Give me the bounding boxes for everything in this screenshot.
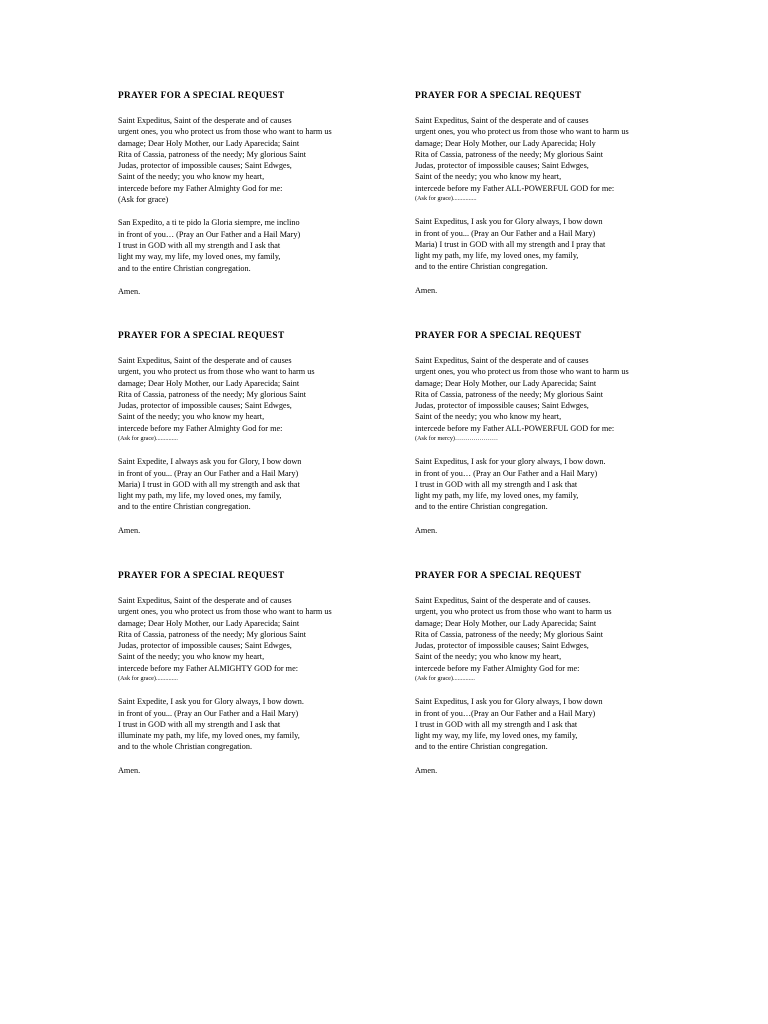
prayer-line: light my path, my life, my loved ones, my family, (415, 251, 579, 261)
prayer-paragraph-invocation (415, 355, 677, 434)
prayer-line: Judas, protector of impossible causes; Saint Edwges, (118, 401, 292, 411)
prayer-line: Judas, protector of impossible causes; Saint Edwges, (415, 401, 589, 411)
ask-line: (Ask for grace).............. (415, 676, 475, 683)
prayer-line: Judas, protector of impossible causes; Saint Edwges, (118, 641, 292, 651)
prayer-block-bottom-left (118, 570, 380, 776)
prayer-line: Maria) I trust in GOD with all my strength and ask that (118, 479, 300, 489)
prayer-line: Saint Expedite, I ask you for Glory always, I bow down. (118, 697, 304, 707)
prayer-line: intercede before my Father Almighty God for me: (415, 663, 580, 673)
prayer-line: Saint of the needy; you who know my heart, (118, 172, 265, 182)
ask-line: (Ask for mercy)………………… (415, 436, 499, 443)
prayer-block-middle-left (118, 330, 380, 536)
prayer-line: Saint of the needy; you who know my heart, (415, 652, 562, 662)
prayer-line: in front of you… (Pray an Our Father and a Hail Mary) (118, 229, 301, 239)
prayer-paragraph-invocation (118, 595, 380, 674)
prayer-line: Rita of Cassia, patroness of the needy; My glorious Saint (118, 149, 307, 159)
prayer-line: Rita of Cassia, patroness of the needy; My glorious Saint (118, 389, 307, 399)
prayer-grid (118, 90, 678, 810)
prayer-block-top-left (118, 90, 380, 297)
prayer-row (118, 570, 678, 810)
prayer-line: Saint Expeditus, Saint of the desperate and of causes (415, 356, 589, 365)
prayer-line: and to the entire Christian congregation. (415, 502, 548, 512)
prayer-line: I trust in GOD with all my strength and I ask that (415, 719, 578, 729)
prayer-line: and to the whole Christian congregation. (118, 742, 253, 752)
prayer-line: Saint Expeditus, Saint of the desperate and of causes (118, 596, 292, 605)
ask-line: (Ask for grace) (118, 195, 169, 205)
amen-line: Amen. (415, 285, 438, 295)
prayer-line: in front of you…(Pray an Our Father and a Hail Mary) (415, 708, 596, 718)
prayer-line: in front of you... (Pray an Our Father and a Hail Mary) (118, 468, 299, 478)
prayer-block-middle-right (415, 330, 677, 536)
amen-line: Amen. (118, 525, 141, 535)
prayer-line: in front of you... (Pray an Our Father and a Hail Mary) (118, 708, 299, 718)
prayer-line: urgent ones, you who protect us from those who want to harm us (118, 127, 332, 137)
prayer-line: Saint of the needy; you who know my heart, (118, 652, 265, 662)
prayer-line: Saint of the needy; you who know my heart, (415, 172, 562, 182)
prayer-line: and to the entire Christian congregation. (118, 263, 251, 273)
page-title: PRAYER FOR A SPECIAL REQUEST (415, 91, 582, 101)
prayer-paragraph-petition (415, 456, 677, 512)
ask-line: (Ask for grace)............... (415, 196, 477, 203)
prayer-line: Saint Expeditus, I ask you for Glory always, I bow down (415, 697, 603, 707)
prayer-line: Judas, protector of impossible causes; Saint Edwges, (415, 161, 589, 171)
page-title: PRAYER FOR A SPECIAL REQUEST (415, 571, 582, 581)
prayer-line: Judas, protector of impossible causes; Saint Edwges, (415, 641, 589, 651)
amen-line: Amen. (415, 525, 438, 535)
prayer-line: damage; Dear Holy Mother, our Lady Aparecida; Saint (118, 378, 300, 388)
prayer-line: I trust in GOD with all my strength and I ask that (118, 240, 281, 250)
prayer-line: damage; Dear Holy Mother, our Lady Aparecida; Holy (415, 138, 596, 148)
prayer-line: damage; Dear Holy Mother, our Lady Aparecida; Saint (118, 138, 300, 148)
prayer-line: Saint Expeditus, Saint of the desperate and of causes (118, 116, 292, 125)
ask-line: (Ask for grace).............. (118, 436, 178, 443)
prayer-paragraph-petition (118, 217, 380, 273)
prayer-line: light my way, my life, my loved ones, my family, (415, 731, 578, 741)
prayer-line: in front of you... (Pray an Our Father and a Hail Mary) (415, 228, 596, 238)
prayer-paragraph-petition (415, 216, 677, 272)
prayer-line: intercede before my Father Almighty God for me: (118, 183, 283, 193)
prayer-line: intercede before my Father ALMIGHTY GOD for me: (118, 663, 299, 673)
prayer-line: Saint Expeditus, I ask for your glory always, I bow down. (415, 457, 606, 467)
prayer-line: Rita of Cassia, patroness of the needy; My glorious Saint (415, 149, 604, 159)
prayer-line: and to the entire Christian congregation. (118, 502, 251, 512)
prayer-line: intercede before my Father ALL-POWERFUL GOD for me: (415, 183, 615, 193)
prayer-line: Saint Expeditus, Saint of the desperate and of causes (118, 356, 292, 365)
prayer-line: intercede before my Father Almighty God for me: (118, 423, 283, 433)
prayer-line: light my way, my life, my loved ones, my family, (118, 252, 281, 262)
prayer-line: urgent, you who protect us from those who want to harm us (118, 367, 315, 377)
prayer-line: Judas, protector of impossible causes; Saint Edwges, (118, 161, 292, 171)
prayer-row (118, 330, 678, 570)
amen-line: Amen. (118, 286, 141, 296)
page-title: PRAYER FOR A SPECIAL REQUEST (118, 571, 285, 581)
prayer-line: light my path, my life, my loved ones, my family, (415, 491, 579, 501)
prayer-line: Saint Expedite, I always ask you for Glory, I bow down (118, 457, 302, 467)
ask-line: (Ask for grace).............. (118, 676, 178, 683)
prayer-row (118, 90, 678, 330)
prayer-paragraph-invocation (415, 595, 677, 674)
prayer-paragraph-invocation (118, 355, 380, 434)
prayer-block-bottom-right (415, 570, 677, 776)
prayer-line: I trust in GOD with all my strength and I ask that (415, 479, 578, 489)
prayer-line: intercede before my Father ALL-POWERFUL GOD for me: (415, 423, 615, 433)
prayer-line: and to the entire Christian congregation. (415, 262, 548, 272)
prayer-line: damage; Dear Holy Mother, our Lady Aparecida; Saint (118, 618, 300, 628)
prayer-line: Rita of Cassia, patroness of the needy; My glorious Saint (415, 629, 604, 639)
prayer-paragraph-petition (118, 696, 380, 752)
prayer-line: urgent ones, you who protect us from those who want to harm us (415, 367, 629, 377)
prayer-line: in front of you… (Pray an Our Father and a Hail Mary) (415, 468, 598, 478)
page-title: PRAYER FOR A SPECIAL REQUEST (118, 331, 285, 341)
prayer-block-top-right (415, 90, 677, 296)
prayer-line: Saint Expeditus, I ask you for Glory always, I bow down (415, 217, 603, 227)
prayer-line: Maria) I trust in GOD with all my strength and I pray that (415, 239, 606, 249)
prayer-line: Saint Expeditus, Saint of the desperate and of causes. (415, 596, 591, 605)
prayer-line: urgent ones, you who protect us from those who want to harm us (415, 127, 629, 137)
prayer-line: urgent, you who protect us from those who want to harm us (415, 607, 612, 617)
prayer-paragraph-petition (415, 696, 677, 752)
prayer-line: Rita of Cassia, patroness of the needy; My glorious Saint (118, 629, 307, 639)
prayer-paragraph-invocation (415, 115, 677, 194)
prayer-line: and to the entire Christian congregation. (415, 742, 548, 752)
prayer-line: Saint of the needy; you who know my heart, (415, 412, 562, 422)
prayer-line: I trust in GOD with all my strength and I ask that (118, 719, 281, 729)
prayer-line: damage; Dear Holy Mother, our Lady Aparecida; Saint (415, 378, 597, 388)
prayer-line: light my path, my life, my loved ones, my family, (118, 491, 282, 501)
page-title: PRAYER FOR A SPECIAL REQUEST (118, 91, 285, 101)
page-title: PRAYER FOR A SPECIAL REQUEST (415, 331, 582, 341)
prayer-line: Saint of the needy; you who know my heart, (118, 412, 265, 422)
prayer-line: Rita of Cassia, patroness of the needy; My glorious Saint (415, 389, 604, 399)
prayer-line: Saint Expeditus, Saint of the desperate and of causes (415, 116, 589, 125)
prayer-line: urgent ones, you who protect us from those who want to harm us (118, 607, 332, 617)
prayer-paragraph-invocation (118, 115, 380, 194)
prayer-line: San Expedito, a ti te pido la Gloria siempre, me inclino (118, 218, 300, 228)
prayer-paragraph-petition (118, 456, 380, 512)
amen-line: Amen. (415, 765, 438, 775)
prayer-line: illuminate my path, my life, my loved ones, my family, (118, 731, 300, 741)
prayer-line: damage; Dear Holy Mother, our Lady Aparecida; Saint (415, 618, 597, 628)
amen-line: Amen. (118, 765, 141, 775)
